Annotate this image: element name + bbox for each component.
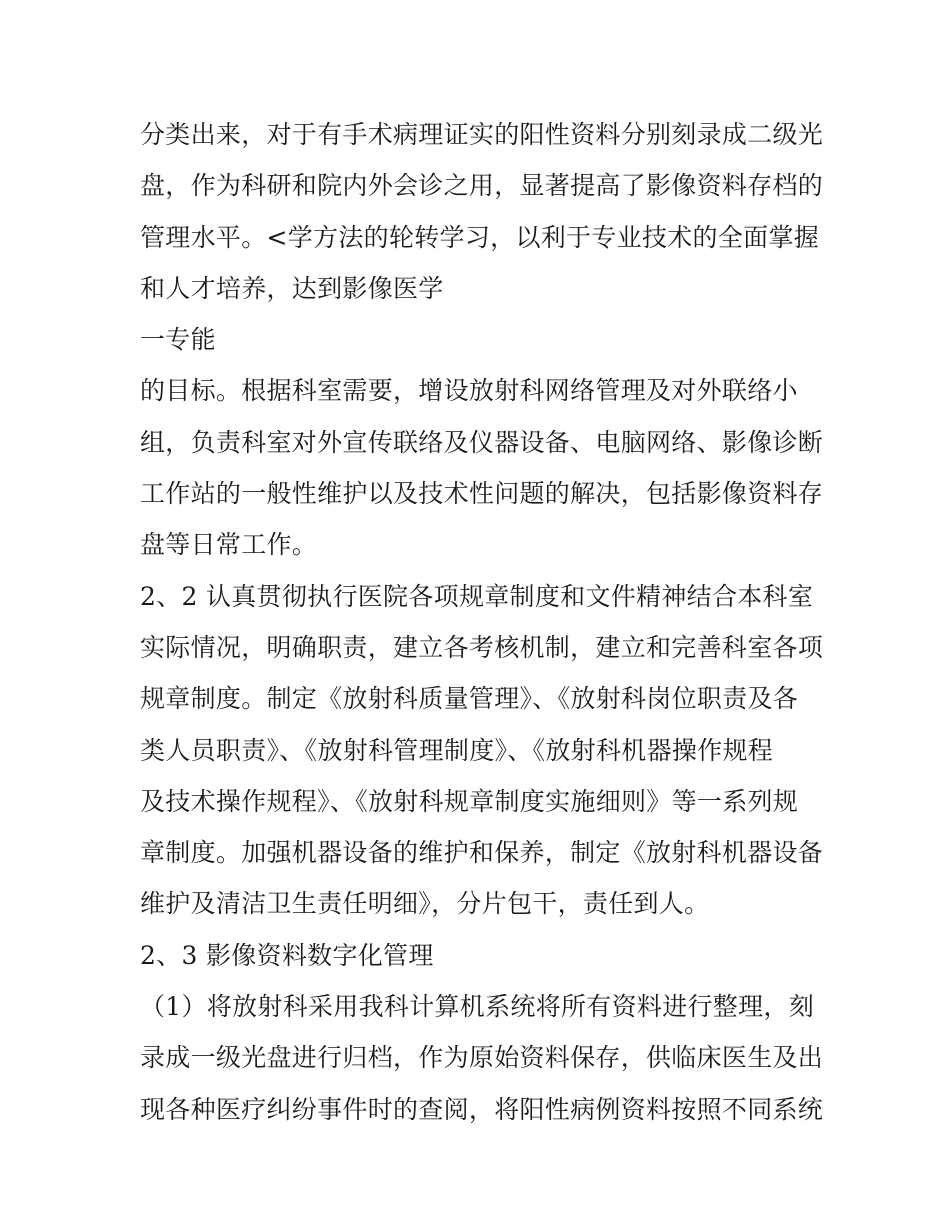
section-heading-2-2: 2、2 认真贯彻执行医院各项规章制度和文件精神结合本科室 [140, 581, 814, 611]
text-line: 盘等日常工作。 [140, 530, 318, 560]
text-line: 的目标。根据科室需要，增设放射科网络管理及对外联络小 [140, 376, 798, 406]
text-line: 分类出来，对于有手术病理证实的阳性资料分别刻录成二级光 [140, 120, 824, 149]
text-line: 维护及清洁卫生责任明细》，分片包干，责任到人。 [140, 889, 710, 919]
body-text [140, 109, 824, 1135]
text-line: 及技术操作规程》、《放射科规章制度实施细则》等一系列规 [140, 786, 799, 816]
text-line: 管理水平。<学方法的轮转学习，以利于专业技术的全面掌握 [140, 222, 820, 252]
text-line: 盘，作为科研和院内外会诊之用，显著提高了影像资料存档的 [140, 171, 824, 201]
text-line: 组，负责科室对外宣传联络及仪器设备、电脑网络、影像诊断 [140, 427, 824, 457]
text-line: 章制度。加强机器设备的维护和保养，制定《放射科机器设备 [140, 838, 824, 868]
text-line: 实际情况，明确职责，建立各考核机制，建立和完善科室各项 [140, 632, 824, 662]
text-line: 规章制度。制定《放射科质量管理》、《放射科岗位职责及各 [140, 684, 799, 714]
text-line: 类人员职责》、《放射科管理制度》、《放射科机器操作规程 [140, 735, 774, 765]
text-line: 和人才培养，达到影像医学 [140, 273, 444, 303]
text-line: 工作站的一般性维护以及技术性问题的解决，包括影像资料存 [140, 479, 824, 509]
text-line: （1）将放射科采用我科计算机系统将所有资料进行整理，刻 [140, 992, 815, 1022]
text-line: 现各种医疗纠纷事件时的查阅，将阳性病例资料按照不同系统 [140, 1094, 824, 1124]
section-heading-2-3: 2、3 影像资料数字化管理 [140, 940, 434, 970]
text-line: 一专能 [140, 325, 216, 355]
text-line: 录成一级光盘进行归档，作为原始资料保存，供临床医生及出 [140, 1043, 824, 1073]
